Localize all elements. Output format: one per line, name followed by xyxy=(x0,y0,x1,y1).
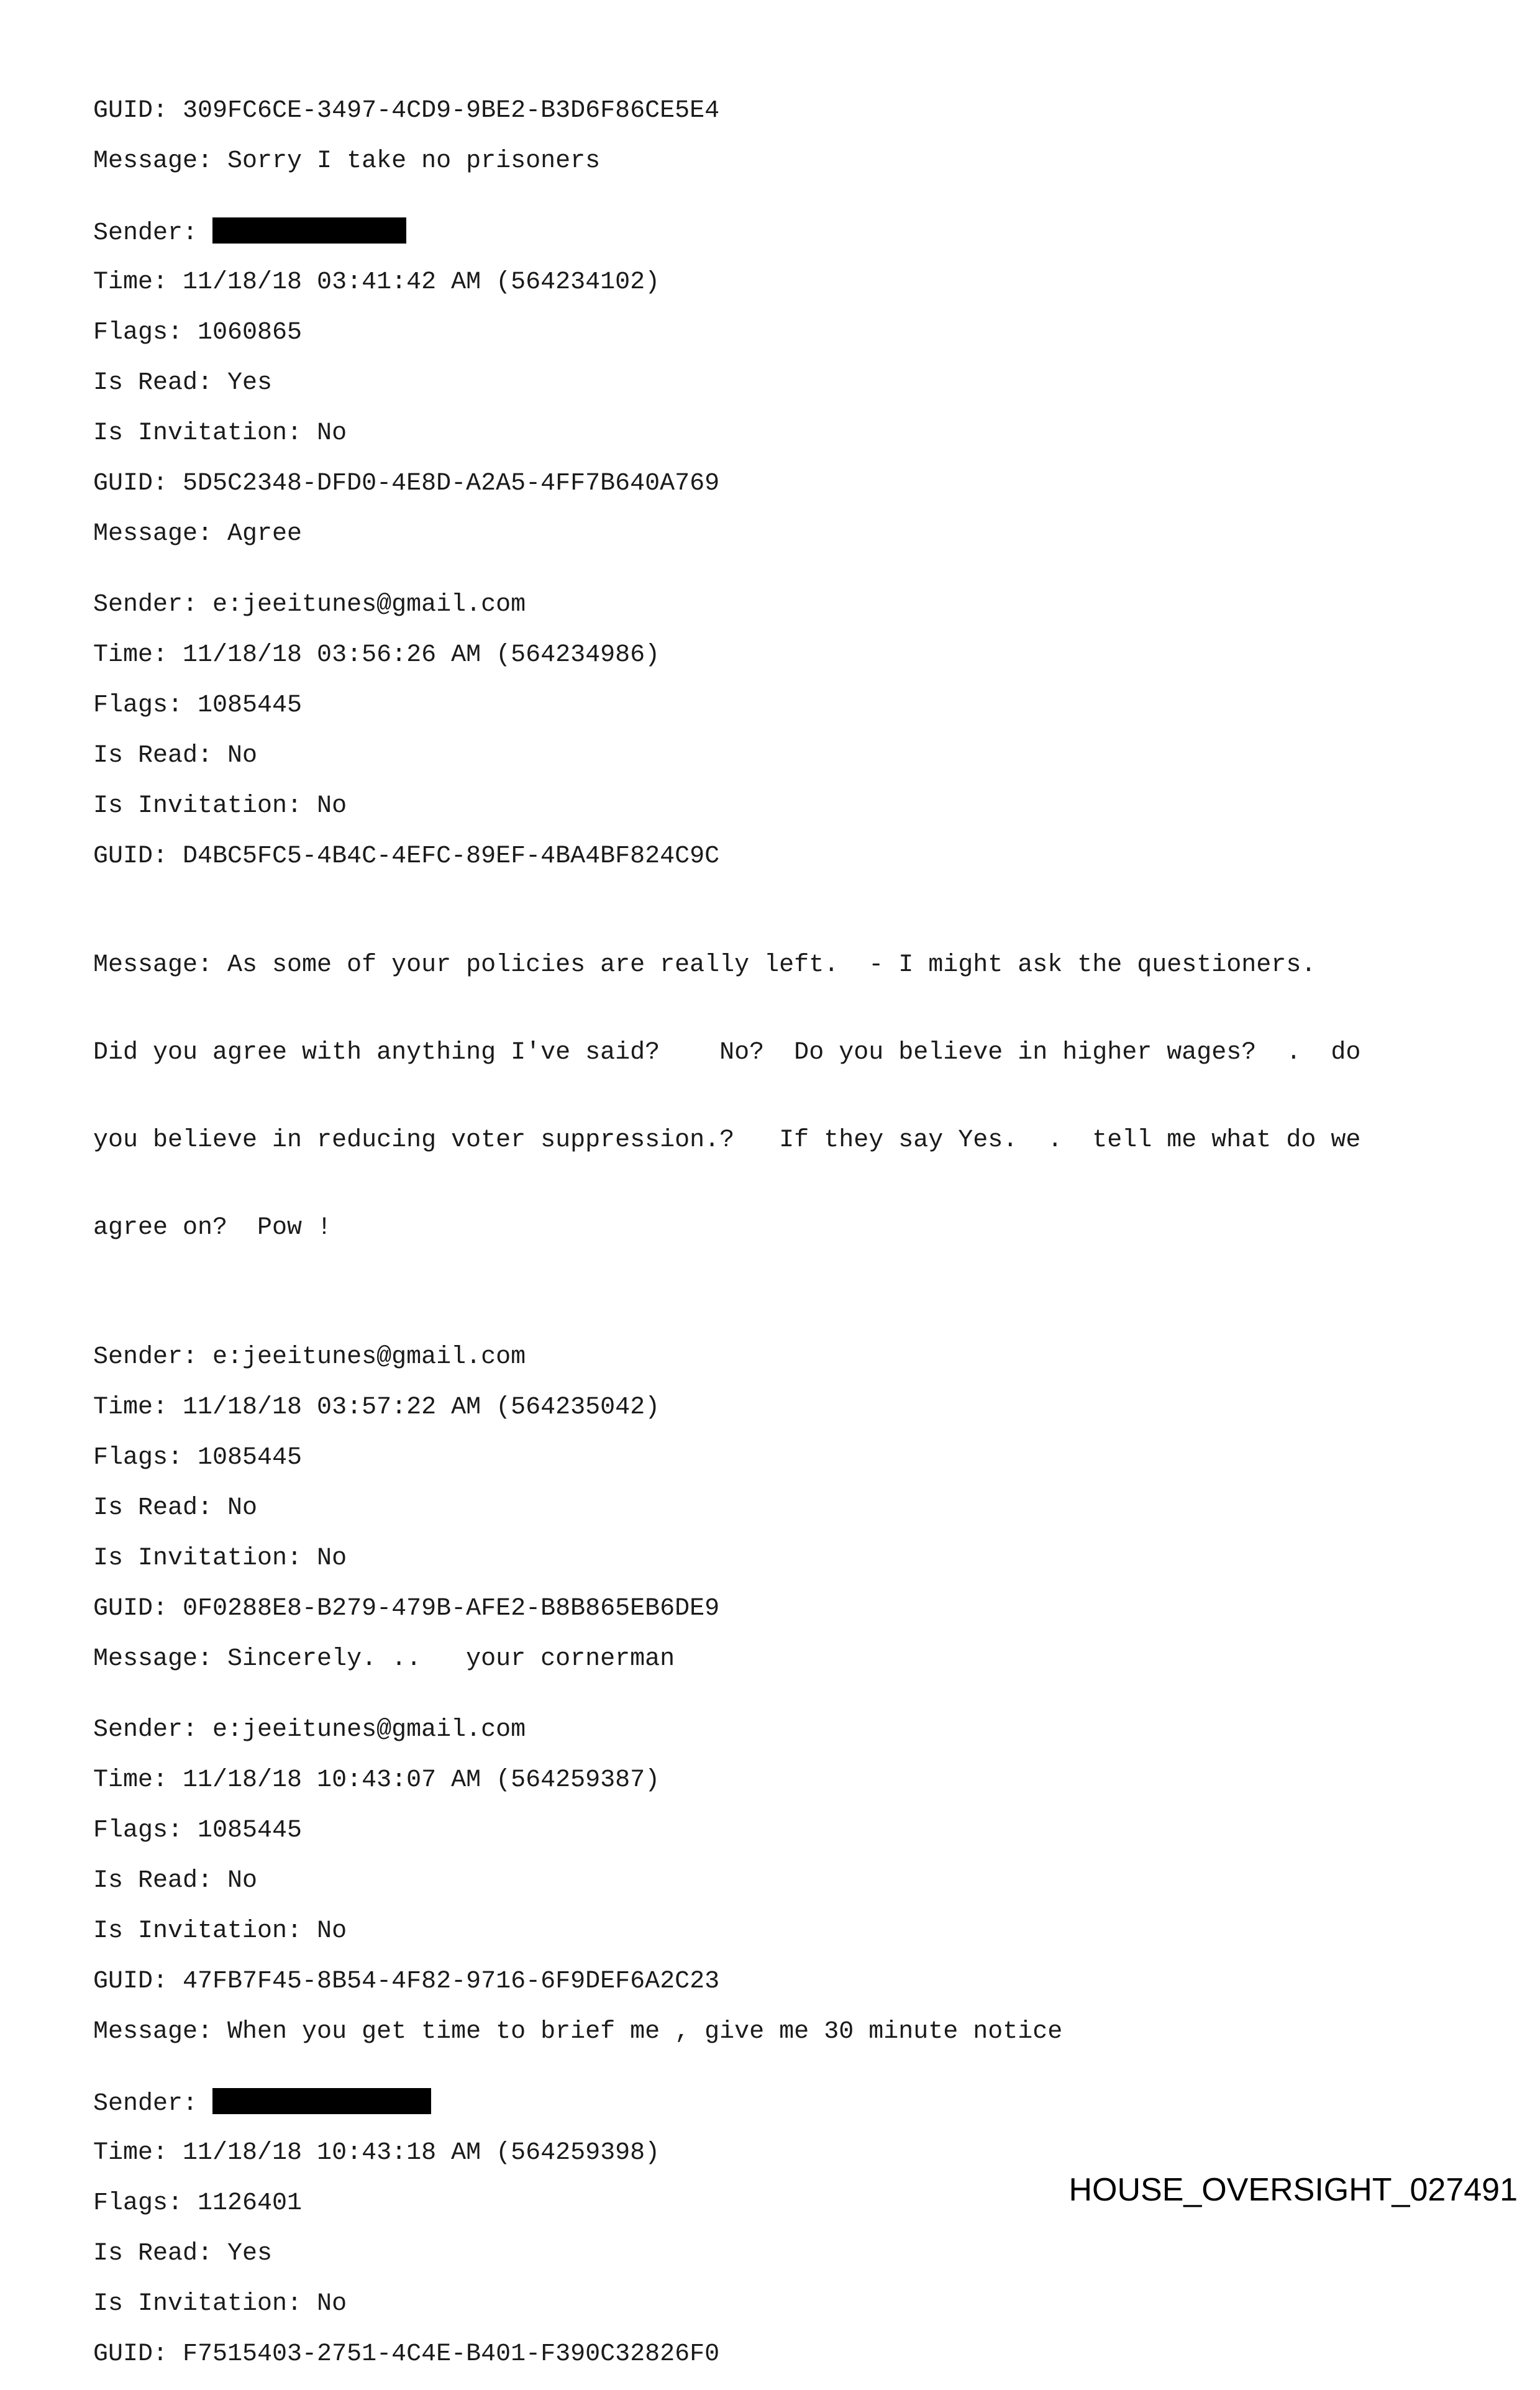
document-page xyxy=(93,96,1460,2390)
flags-line: Flags: 1126401 xyxy=(93,2189,303,2217)
bates-number: HOUSE_OVERSIGHT_027491 xyxy=(1068,2172,1518,2208)
time-line: Time: 11/18/18 10:43:07 AM (564259387) xyxy=(93,1766,660,1794)
sender-line: Sender: e:jeeitunes@gmail.com xyxy=(93,591,526,619)
message-text-line: Did you agree with anything I've said? No? Do you believe in higher wages? . do xyxy=(93,1039,1361,1067)
guid-line: GUID: 47FB7F45-8B54-4F82-9716-6F9DEF6A2C23 xyxy=(93,1968,720,1995)
sender-line xyxy=(93,2088,1460,2117)
is-invitation-line: Is Invitation: No xyxy=(93,1544,347,1572)
sender-line: Sender: e:jeeitunes@gmail.com xyxy=(93,1343,526,1371)
is-read-line: Is Read: No xyxy=(93,742,258,770)
time-line: Time: 11/18/18 03:57:22 AM (564235042) xyxy=(93,1393,660,1421)
time-line: Time: 11/18/18 10:43:18 AM (564259398) xyxy=(93,2139,660,2167)
redaction-bar xyxy=(212,2088,431,2114)
sender-label: Sender: xyxy=(93,2090,198,2118)
spacer xyxy=(93,2068,1460,2088)
message-text-line: agree on? Pow ! xyxy=(93,1214,332,1242)
is-invitation-line: Is Invitation: No xyxy=(93,1917,347,1945)
message-line: Message: Sorry I take no prisoners xyxy=(93,147,601,175)
sender-label: Sender: xyxy=(93,219,198,247)
is-invitation-line: Is Invitation: No xyxy=(93,419,347,447)
guid-line: GUID: 0F0288E8-B279-479B-AFE2-B8B865EB6DE9 xyxy=(93,1595,720,1623)
flags-line: Flags: 1085445 xyxy=(93,1444,303,1472)
guid-line: GUID: 309FC6CE-3497-4CD9-9BE2-B3D6F86CE5E4 xyxy=(93,97,720,125)
guid-line: GUID: D4BC5FC5-4B4C-4EFC-89EF-4BA4BF824C9C xyxy=(93,842,720,870)
spacer xyxy=(93,1695,1460,1715)
spacer xyxy=(93,1322,1460,1343)
spacer xyxy=(93,570,1460,590)
is-invitation-line: Is Invitation: No xyxy=(93,2290,347,2318)
message-line: Message: Sincerely. .. your cornerman xyxy=(93,1645,675,1673)
redaction-bar xyxy=(212,217,406,244)
spacer xyxy=(93,197,1460,217)
time-line: Time: 11/18/18 03:41:42 AM (564234102) xyxy=(93,268,660,296)
flags-line: Flags: 1060865 xyxy=(93,319,303,347)
guid-line: GUID: F7515403-2751-4C4E-B401-F390C32826F0 xyxy=(93,2340,720,2368)
is-read-line: Is Read: No xyxy=(93,1494,258,1522)
is-read-line: Is Read: Yes xyxy=(93,2240,273,2268)
guid-line: GUID: 5D5C2348-DFD0-4E8D-A2A5-4FF7B640A769 xyxy=(93,470,720,498)
flags-line: Flags: 1085445 xyxy=(93,691,303,719)
message-block xyxy=(93,892,1460,1301)
is-read-line: Is Read: No xyxy=(93,1867,258,1895)
flags-line: Flags: 1085445 xyxy=(93,1817,303,1845)
is-read-line: Is Read: Yes xyxy=(93,369,273,397)
sender-line: Sender: e:jeeitunes@gmail.com xyxy=(93,1716,526,1744)
is-invitation-line: Is Invitation: No xyxy=(93,792,347,820)
sender-line xyxy=(93,217,1460,247)
message-line: Message: Agree xyxy=(93,520,303,548)
time-line: Time: 11/18/18 03:56:26 AM (564234986) xyxy=(93,641,660,669)
message-text-line: you believe in reducing voter suppression.? If they say Yes. . tell me what do we xyxy=(93,1126,1361,1154)
message-text-line: Message: As some of your policies are really left. - I might ask the questioners. xyxy=(93,951,1316,979)
message-line: Message: When you get time to brief me , give me 30 minute notice xyxy=(93,2018,1063,2046)
